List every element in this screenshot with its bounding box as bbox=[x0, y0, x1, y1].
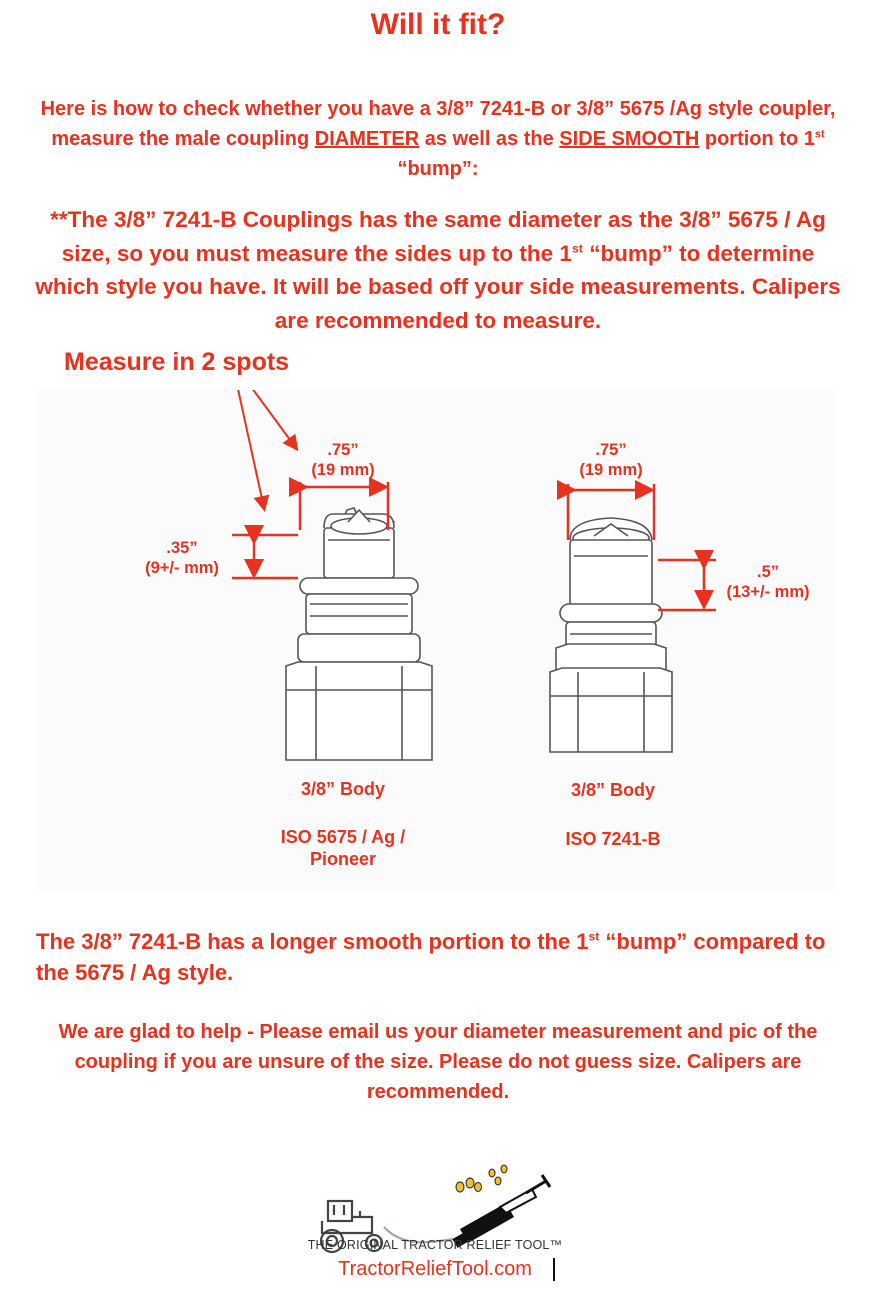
intro-text-4: “bump”: bbox=[397, 158, 479, 180]
diameter-emphasis: DIAMETER bbox=[314, 128, 420, 150]
page-title: Will it fit? bbox=[370, 8, 506, 41]
left-side-mm: (9+/- mm) bbox=[145, 559, 219, 577]
measure-heading: Measure in 2 spots bbox=[64, 348, 290, 376]
website-link[interactable]: TractorReliefTool.com bbox=[338, 1258, 532, 1280]
summary-superscript: st bbox=[588, 929, 600, 944]
left-side-label bbox=[132, 538, 232, 578]
intro-superscript: st bbox=[814, 128, 825, 141]
left-diameter-mm: (19 mm) bbox=[311, 461, 375, 479]
right-body-label: 3/8” Body bbox=[570, 780, 656, 800]
left-diameter-label bbox=[298, 440, 388, 480]
help-paragraph: We are glad to help - Please email us your diameter measurement and pic of the coupling if you are unsure of the size. Please do not guess size. Calipers are recommended. bbox=[58, 1021, 818, 1103]
note-superscript: st bbox=[571, 241, 583, 255]
right-diameter-label bbox=[566, 440, 656, 480]
note-paragraph bbox=[30, 203, 846, 337]
right-side-label bbox=[716, 562, 820, 602]
summary-text-1: The 3/8” 7241-B has a longer smooth portion to the 1 bbox=[36, 929, 589, 954]
intro-text-3: portion to 1 bbox=[699, 128, 815, 150]
right-diameter-inches: .75” bbox=[595, 441, 627, 459]
right-side-inches: .5” bbox=[756, 563, 779, 581]
left-iso-label bbox=[246, 826, 440, 870]
intro-text-1: Here is how to check whether you have a 3/8” 7241-B or 3/8” 5675 /Ag style coupler, measure the male coupling bbox=[40, 98, 836, 150]
right-iso-label: ISO 7241-B bbox=[565, 829, 661, 849]
left-side-inches: .35” bbox=[166, 539, 198, 557]
coupling-figure bbox=[36, 390, 836, 890]
note-text-2: “bump” to determine which style you have. It will be based off your side measurements. Calipers are recommended to measure. bbox=[35, 240, 841, 333]
side-smooth-emphasis: SIDE SMOOTH bbox=[559, 128, 700, 150]
intro-text-2: as well as the bbox=[419, 128, 560, 150]
text-cursor bbox=[553, 1258, 555, 1281]
left-iso-line1: ISO 5675 / Ag / bbox=[280, 827, 406, 847]
summary-paragraph bbox=[36, 926, 836, 988]
left-body-label: 3/8” Body bbox=[300, 779, 386, 799]
coupling-diagram bbox=[36, 390, 836, 890]
right-side-mm: (13+/- mm) bbox=[726, 583, 810, 601]
right-diameter-mm: (19 mm) bbox=[579, 461, 643, 479]
intro-paragraph bbox=[30, 94, 846, 184]
summary-text-2: “bump” compared to the 5675 / Ag style. bbox=[36, 929, 826, 985]
left-iso-line2: Pioneer bbox=[309, 849, 377, 869]
left-diameter-inches: .75” bbox=[327, 441, 359, 459]
droplets-icon bbox=[456, 1165, 507, 1192]
note-text-1: **The 3/8” 7241-B Couplings has the same diameter as the 3/8” 5675 / Ag size, so you must measure the sides up to the 1 bbox=[50, 207, 826, 266]
logo-tagline: THE ORIGINAL TRACTOR RELIEF TOOL™ bbox=[307, 1238, 563, 1252]
